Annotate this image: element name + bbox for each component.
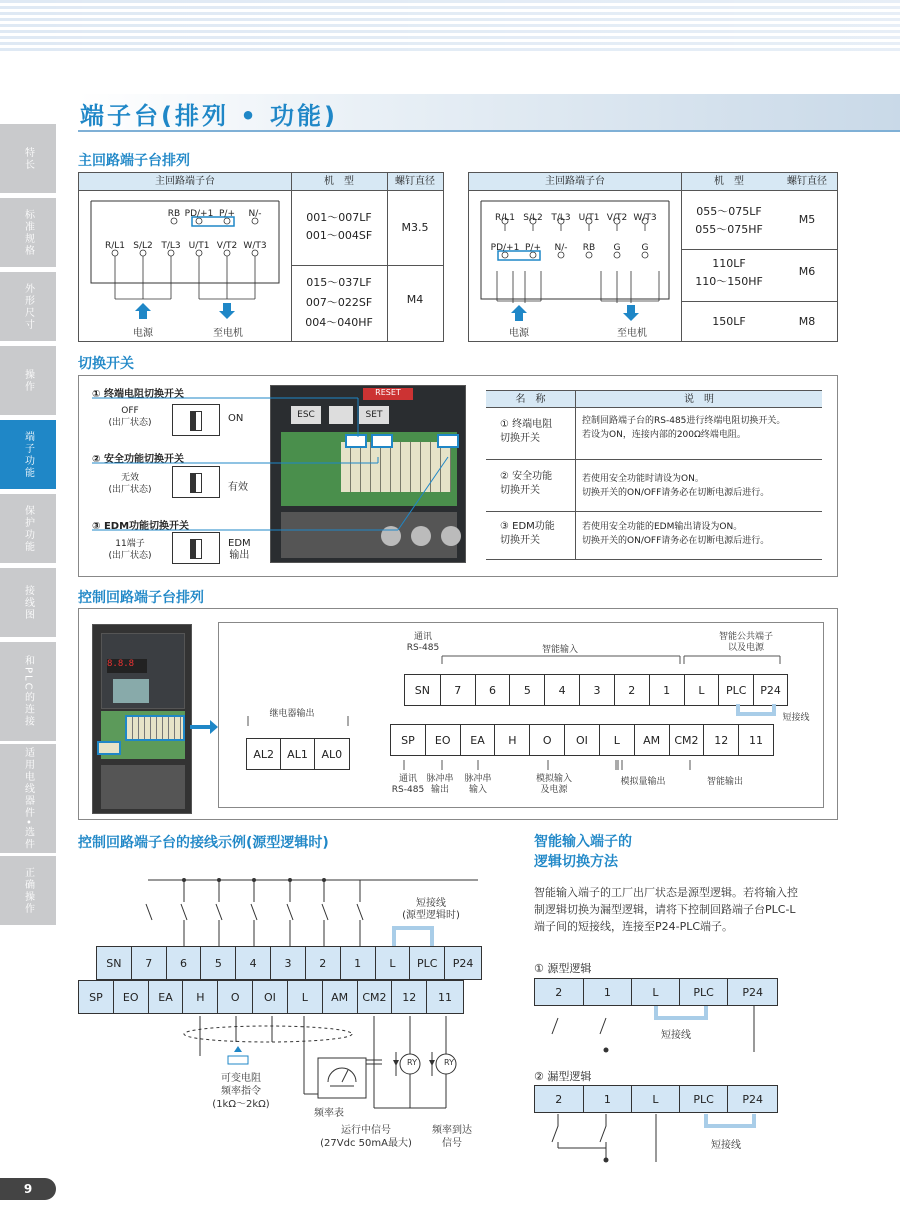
bottom-label: 模拟量输出 (620, 777, 666, 787)
terminal: 3 (580, 675, 615, 705)
terminal: AL2 (247, 739, 281, 769)
motor-label: 至电机 (213, 328, 243, 339)
terminal: 6 (167, 947, 202, 979)
terminal: 1 (584, 1086, 633, 1112)
page-title: 端子台(排列 • 功能) (80, 102, 338, 130)
main-circuit-table-right (468, 172, 838, 342)
wiring-top-row (96, 946, 482, 980)
terminal: L (632, 1086, 680, 1112)
run-signal-label: 运行中信号 (27Vdc 50mA最大) (320, 1125, 412, 1149)
terminal-label: G (641, 243, 649, 253)
terminal: SP (79, 981, 114, 1013)
terminal-label: R/L1 (104, 241, 126, 251)
title-underline (78, 130, 900, 132)
terminal: 4 (236, 947, 271, 979)
meter-label: 频率表 (314, 1108, 344, 1119)
terminal: AL1 (281, 739, 314, 769)
short-label: 短接线 (782, 713, 810, 723)
relay-icon-label: RY (444, 1058, 454, 1067)
pot-label: 可变电阻 频率指令 (1kΩ～2kΩ) (212, 1073, 270, 1110)
terminal-label: U/T1 (578, 213, 600, 223)
switch-title: ③ EDM功能切换开关 (92, 521, 190, 532)
terminal-label: W/T3 (243, 241, 267, 251)
short-label: 短接线 (源型逻辑时) (402, 898, 460, 921)
terminal: L (288, 981, 323, 1013)
terminal: SP (391, 725, 426, 755)
arrow-icon (190, 720, 220, 734)
terminal: H (495, 725, 530, 755)
main-circuit-heading: 主回路端子台排列 (78, 153, 190, 169)
terminal: L (376, 947, 411, 979)
terminal-label: T/L3 (161, 241, 181, 251)
terminal-label: V/T2 (606, 213, 628, 223)
screw-size: M3.5 (401, 221, 429, 234)
col-header: 主回路端子台 (469, 173, 681, 191)
model-list: 110LF 110～150HF (695, 257, 763, 288)
wiring-bottom-row (78, 980, 464, 1014)
motor-label: 至电机 (617, 328, 647, 339)
terminal: 1 (341, 947, 376, 979)
switch-description-table: 名 称 说 明 ① 终端电阻 切换开关 控制回路端子台的RS-485进行终端电阻切换开关。 若设为ON，连接内部的200Ω终端电阻。 ② 安全功能 切换开关 若使用安全功能时请设为ON。 切换开关的ON/OFF请务必在切断电源后进行。 ③ EDM功能 切换开关 若使用安全功能的EDM输出请设为ON。 切换开关的ON/OFF请务必在切断电源后进行。 (486, 390, 822, 564)
logic-heading: 智能输入端子的 逻辑切换方法 (534, 834, 632, 870)
col-header: 螺钉直径 (777, 173, 837, 191)
sidebar-item-plc[interactable]: 和PLC的连接 (0, 642, 56, 742)
terminal: EA (149, 981, 184, 1013)
switch-title: ② 安全功能切换开关 (92, 454, 184, 465)
relay-icon-label: RY (407, 1058, 417, 1067)
rs485-label: 通讯 RS-485 (406, 632, 440, 653)
switch-off-label: OFF (出厂状态) (108, 406, 152, 428)
source-logic-title: ① 源型逻辑 (534, 962, 592, 975)
model-list: 055～075LF 055～075HF (695, 205, 763, 236)
sidebar-item-wiring[interactable]: 接线图 (0, 568, 56, 638)
terminal: P24 (754, 675, 787, 705)
wiring-heading: 控制回路端子台的接线示例(源型逻辑时) (78, 835, 329, 851)
short-bar (730, 704, 780, 720)
screw-size: M5 (798, 213, 816, 226)
table-row: ① 终端电阻 切换开关 控制回路端子台的RS-485进行终端电阻切换开关。 若设为ON，连接内部的200Ω终端电阻。 (486, 408, 822, 460)
terminal: 6 (476, 675, 511, 705)
terminal: PLC (680, 979, 729, 1005)
logic-paragraph: 智能输入端子的工厂出厂状态是源型逻辑。若将输入控制逻辑切换为漏型逻辑，请将下控制回路端子台PLC-L端子间的短接线，连接至P24-PLC端子。 (534, 886, 798, 933)
terminal: 5 (510, 675, 545, 705)
sidebar-item-protection[interactable]: 保护功能 (0, 494, 56, 564)
terminal-label: P/+ (524, 243, 541, 253)
terminal-label: N/- (248, 209, 262, 219)
terminal: P24 (728, 1086, 777, 1112)
sidebar-item-terminals[interactable]: 端子功能 (0, 420, 56, 490)
terminal: 7 (132, 947, 167, 979)
terminal: O (530, 725, 565, 755)
sidebar-item-specs[interactable]: 标准规格 (0, 198, 56, 268)
control-bottom-row (390, 724, 774, 756)
switch-on-label: ON (228, 413, 244, 424)
terminal: 7 (441, 675, 476, 705)
bottom-label: 智能输出 (706, 777, 743, 787)
terminal: L (600, 725, 635, 755)
terminal: AM (635, 725, 670, 755)
terminal: 2 (535, 979, 584, 1005)
power-label: 电源 (133, 328, 153, 339)
switch-heading: 切换开关 (78, 356, 134, 372)
terminal: 1 (650, 675, 685, 705)
sidebar-item-dimensions[interactable]: 外形尺寸 (0, 272, 56, 342)
terminal: P24 (445, 947, 481, 979)
terminal: 12 (704, 725, 739, 755)
terminal: 2 (306, 947, 341, 979)
terminal: 4 (545, 675, 580, 705)
table-row: ③ EDM功能 切换开关 若使用安全功能的EDM输出请设为ON。 切换开关的ON/OFF请务必在切断电源后进行。 (486, 512, 822, 560)
control-top-row (404, 674, 788, 706)
relay-row (246, 738, 350, 770)
screw-size: M6 (798, 265, 816, 278)
terminal: L (632, 979, 680, 1005)
terminal-label: RB (582, 243, 596, 253)
arrive-signal-label: 频率到达 信号 (432, 1125, 472, 1149)
col-header: 主回路端子台 (79, 173, 291, 191)
bottom-label: 脉冲串 输出 (426, 774, 454, 795)
relay-output-label: 继电器输出 (269, 709, 315, 719)
terminal: 2 (535, 1086, 584, 1112)
model-list: 001～007LF 001～004SF (305, 211, 373, 242)
terminal-label: PD/+1 (184, 209, 214, 219)
terminal: EO (114, 981, 149, 1013)
control-heading: 控制回路端子台排列 (78, 590, 204, 606)
switch-title: ① 终端电阻切换开关 (92, 389, 184, 400)
sidebar-item-operation[interactable]: 操作 (0, 346, 56, 416)
terminal: O (218, 981, 253, 1013)
intelligent-input-label: 智能输入 (541, 645, 578, 655)
switch-on-label: EDM 输出 (228, 538, 251, 561)
switch-on-label: 有效 (228, 482, 248, 493)
main-circuit-table-left (78, 172, 444, 342)
terminal: AM (323, 981, 358, 1013)
switch-off-label: 无效 (出厂状态) (108, 473, 152, 495)
short-label: 短接线 (711, 1140, 741, 1151)
terminal-label: P/+ (218, 209, 235, 219)
bracket-lines (390, 758, 790, 774)
terminal: 2 (615, 675, 650, 705)
terminal: PLC (410, 947, 445, 979)
screw-size: M4 (406, 293, 424, 306)
terminal: AL0 (315, 739, 349, 769)
terminal-label: RB (167, 209, 181, 219)
col-header: 机 型 (681, 173, 777, 191)
terminal: PLC (680, 1086, 729, 1112)
page-number: 9 (0, 1178, 56, 1200)
terminal-label: W/T3 (633, 213, 657, 223)
sidebar-item-features[interactable]: 特长 (0, 124, 56, 194)
terminal: OI (253, 981, 288, 1013)
col-header: 机 型 (291, 173, 387, 191)
bottom-label: 脉冲串 输入 (464, 774, 492, 795)
bracket-lines (380, 652, 800, 672)
terminal: EA (461, 725, 496, 755)
terminal: H (183, 981, 218, 1013)
switch-photo: RESET ESC SET (270, 385, 466, 563)
terminal-label: U/T1 (188, 241, 210, 251)
terminal: CM2 (358, 981, 393, 1013)
terminal: PLC (719, 675, 754, 705)
terminal: CM2 (670, 725, 705, 755)
table-row: ② 安全功能 切换开关 若使用安全功能时请设为ON。 切换开关的ON/OFF请务必在切断电源后进行。 (486, 460, 822, 512)
sink-logic-title: ② 漏型逻辑 (534, 1070, 592, 1083)
short-label: 短接线 (661, 1030, 691, 1041)
terminal-label: S/L2 (133, 241, 153, 251)
terminal-label: S/L2 (523, 213, 543, 223)
model-list: 150LF (712, 315, 746, 328)
terminal-label: R/L1 (494, 213, 516, 223)
sink-logic-row (534, 1085, 778, 1113)
input-common-label: 智能公共端子 以及电源 (718, 632, 773, 653)
bracket-lines (244, 716, 354, 730)
terminal: 1 (584, 979, 633, 1005)
terminal: 11 (739, 725, 773, 755)
terminal-label: V/T2 (216, 241, 238, 251)
terminal-label: PD/+1 (490, 243, 520, 253)
header-stripe (0, 0, 900, 52)
inverter-photo: 8.8.8 (92, 624, 192, 814)
terminal: 11 (427, 981, 463, 1013)
terminal: 5 (201, 947, 236, 979)
power-label: 电源 (509, 328, 529, 339)
terminal: 3 (271, 947, 306, 979)
terminal: OI (565, 725, 600, 755)
switch-leader-lines (78, 375, 498, 575)
terminal-label: T/L3 (551, 213, 571, 223)
terminal-label: G (613, 243, 621, 253)
bottom-label: 通讯 RS-485 (391, 774, 425, 795)
terminal: EO (426, 725, 461, 755)
terminal-label: N/- (554, 243, 568, 253)
sidebar-item-correct-use[interactable]: 正确操作 (0, 856, 56, 926)
terminal: SN (405, 675, 441, 705)
terminal: P24 (728, 979, 777, 1005)
screw-size: M8 (798, 315, 816, 328)
terminal: SN (97, 947, 132, 979)
col-header: 螺钉直径 (387, 173, 443, 191)
bottom-label: 模拟输入 及电源 (535, 774, 572, 795)
terminal: 12 (392, 981, 427, 1013)
switch-off-label: 11端子 (出厂状态) (108, 539, 152, 561)
source-logic-row (534, 978, 778, 1006)
terminal: L (685, 675, 720, 705)
model-list: 015～037LF 007～022SF 004～040HF (305, 276, 373, 329)
sidebar-item-options[interactable]: 适用电线器件•选件 (0, 744, 56, 854)
